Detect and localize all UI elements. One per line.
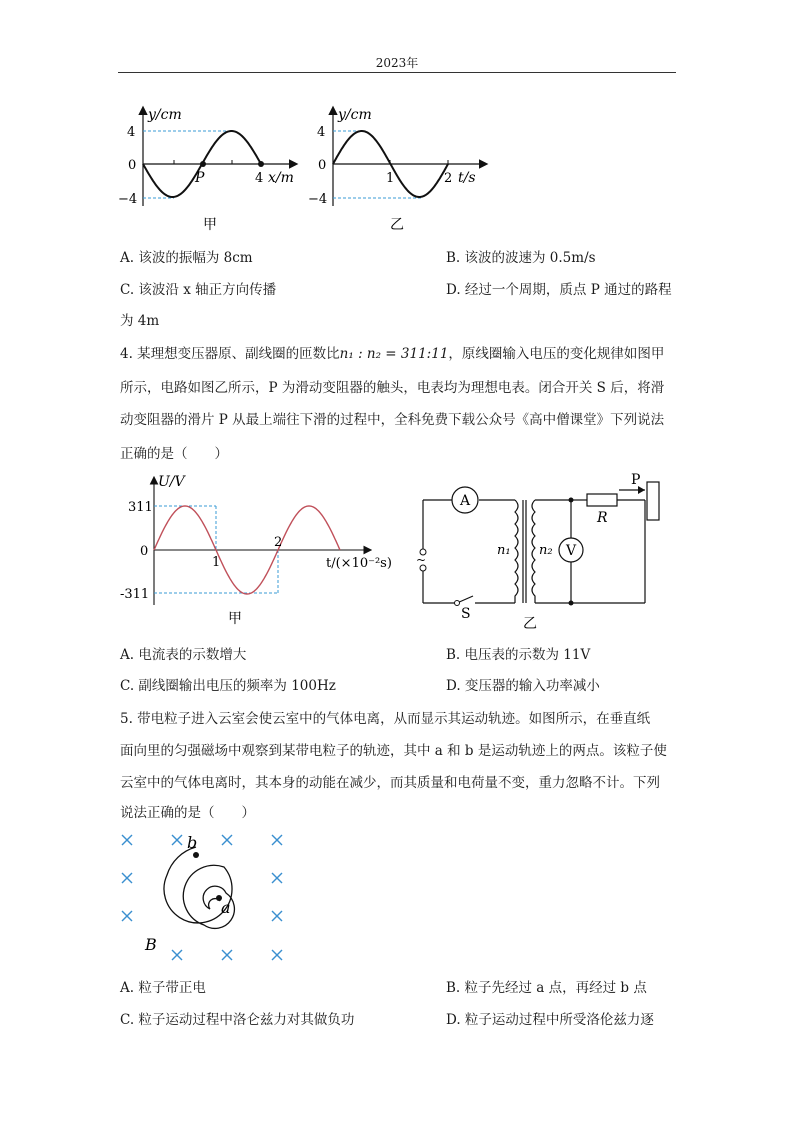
q4-option-d[interactable]: D. 变压器的输入功率减小 (446, 678, 600, 694)
label-b: b (187, 833, 198, 852)
q3-option-b[interactable]: B. 该波的波速为 0.5m/s (446, 250, 596, 266)
q4-option-a[interactable]: A. 电流表的示数增大 (120, 647, 247, 663)
y-axis-label: U/V (158, 474, 185, 490)
x-tick-2: 2 (274, 535, 283, 550)
x-axis-label: t/(×10⁻²s) (326, 556, 392, 571)
x-tick-2: 2 (444, 171, 453, 186)
tick-neg: −4 (118, 192, 138, 207)
tick-311: 311 (128, 500, 153, 515)
q4-stem-line2: 所示，电路如图乙所示，P 为滑动变阻器的触头，电表均为理想电表。闭合开关 S 后，将滑 (120, 380, 665, 396)
q5-option-d[interactable]: D. 粒子运动过程中所受洛伦兹力逐 (446, 1012, 654, 1028)
q4-stem-line1: 4. 某理想变压器原、副线圈的匝数比n₁ : n₂ = 311:11，原线圈输入电压的变化规律如图甲 (120, 346, 665, 362)
tick-pos: 4 (127, 125, 136, 140)
transformer-circuit-yi (405, 470, 675, 630)
point-p-dot (200, 161, 206, 167)
magnetic-field-trajectory-figure (112, 825, 292, 970)
q5-option-a[interactable]: A. 粒子带正电 (120, 980, 206, 996)
label-B-field: B (145, 935, 157, 954)
q4-stem-line3: 动变阻器的滑片 P 从最上端往下滑的过程中，全科免费下载公众号《高中僧课堂》下列说法 (120, 412, 665, 428)
q5-option-c[interactable]: C. 粒子运动过程中洛仑兹力对其做负功 (120, 1012, 355, 1028)
page-header-year: 2023年 (375, 56, 419, 70)
q3-option-a[interactable]: A. 该波的振幅为 8cm (120, 250, 253, 266)
q5-stem-line3: 云室中的气体电离时，其本身的动能在减少，而其质量和电荷量不变，重力忽略不计。下列 (120, 775, 660, 791)
n2-label: n₂ (539, 543, 553, 558)
voltmeter-label: V (566, 543, 577, 559)
q4-stem-line4: 正确的是（ ） (120, 446, 228, 462)
q3-option-c[interactable]: C. 该波沿 x 轴正方向传播 (120, 282, 277, 298)
header-rule (118, 72, 676, 73)
slider-label: P (631, 472, 641, 488)
tick-zero: 0 (318, 158, 327, 173)
q3-option-d[interactable]: D. 经过一个周期，质点 P 通过的路程 (446, 282, 672, 298)
ac-source-symbol: ~ (416, 553, 427, 567)
q5-stem-line1: 5. 带电粒子进入云室会使云室中的气体电离，从而显示其运动轨迹。如图所示，在垂直纸 (120, 711, 651, 727)
q4-option-c[interactable]: C. 副线圈输出电压的频率为 100Hz (120, 678, 336, 694)
tick-neg-311: -311 (120, 587, 150, 602)
tick-neg: −4 (308, 192, 328, 207)
x-tick-4: 4 (255, 171, 264, 186)
x-tick-1: 1 (386, 171, 395, 186)
tick-zero: 0 (128, 158, 137, 173)
tick-pos: 4 (317, 125, 326, 140)
y-axis-label: y/cm (148, 107, 182, 123)
caption-jia: 甲 (228, 611, 242, 627)
x-tick-1: 1 (212, 555, 221, 570)
caption-yi: 乙 (390, 217, 404, 233)
q5-option-b[interactable]: B. 粒子先经过 a 点，再经过 b 点 (446, 980, 647, 996)
n1-label: n₁ (497, 543, 511, 558)
resistor-label: R (597, 510, 608, 526)
x-axis-label: t/s (458, 170, 476, 186)
q4-option-b[interactable]: B. 电压表的示数为 11V (446, 647, 591, 663)
switch-label: S (461, 606, 471, 622)
turns-ratio: n₁ : n₂ = 311:11 (339, 346, 449, 362)
label-a: a (221, 898, 231, 917)
q3-option-d-continued: 为 4m (120, 313, 160, 329)
x-axis-label: x/m (268, 170, 294, 186)
caption-jia: 甲 (203, 217, 217, 233)
vibration-graph-yi (308, 98, 498, 238)
q5-stem-line4: 说法正确的是（ ） (120, 805, 255, 821)
wave-graph-jia (118, 98, 308, 238)
voltage-graph-jia (120, 470, 400, 630)
tick-zero: 0 (140, 544, 149, 559)
caption-yi: 乙 (523, 616, 537, 632)
ammeter-label: A (460, 493, 471, 509)
endpoint-dot (258, 161, 264, 167)
point-b-dot (193, 852, 199, 858)
point-p-label: P (195, 170, 205, 186)
q5-stem-line2: 面向里的匀强磁场中观察到某带电粒子的轨迹，其中 a 和 b 是运动轨迹上的两点。该粒子使 (120, 743, 667, 759)
y-axis-label: y/cm (338, 107, 372, 123)
